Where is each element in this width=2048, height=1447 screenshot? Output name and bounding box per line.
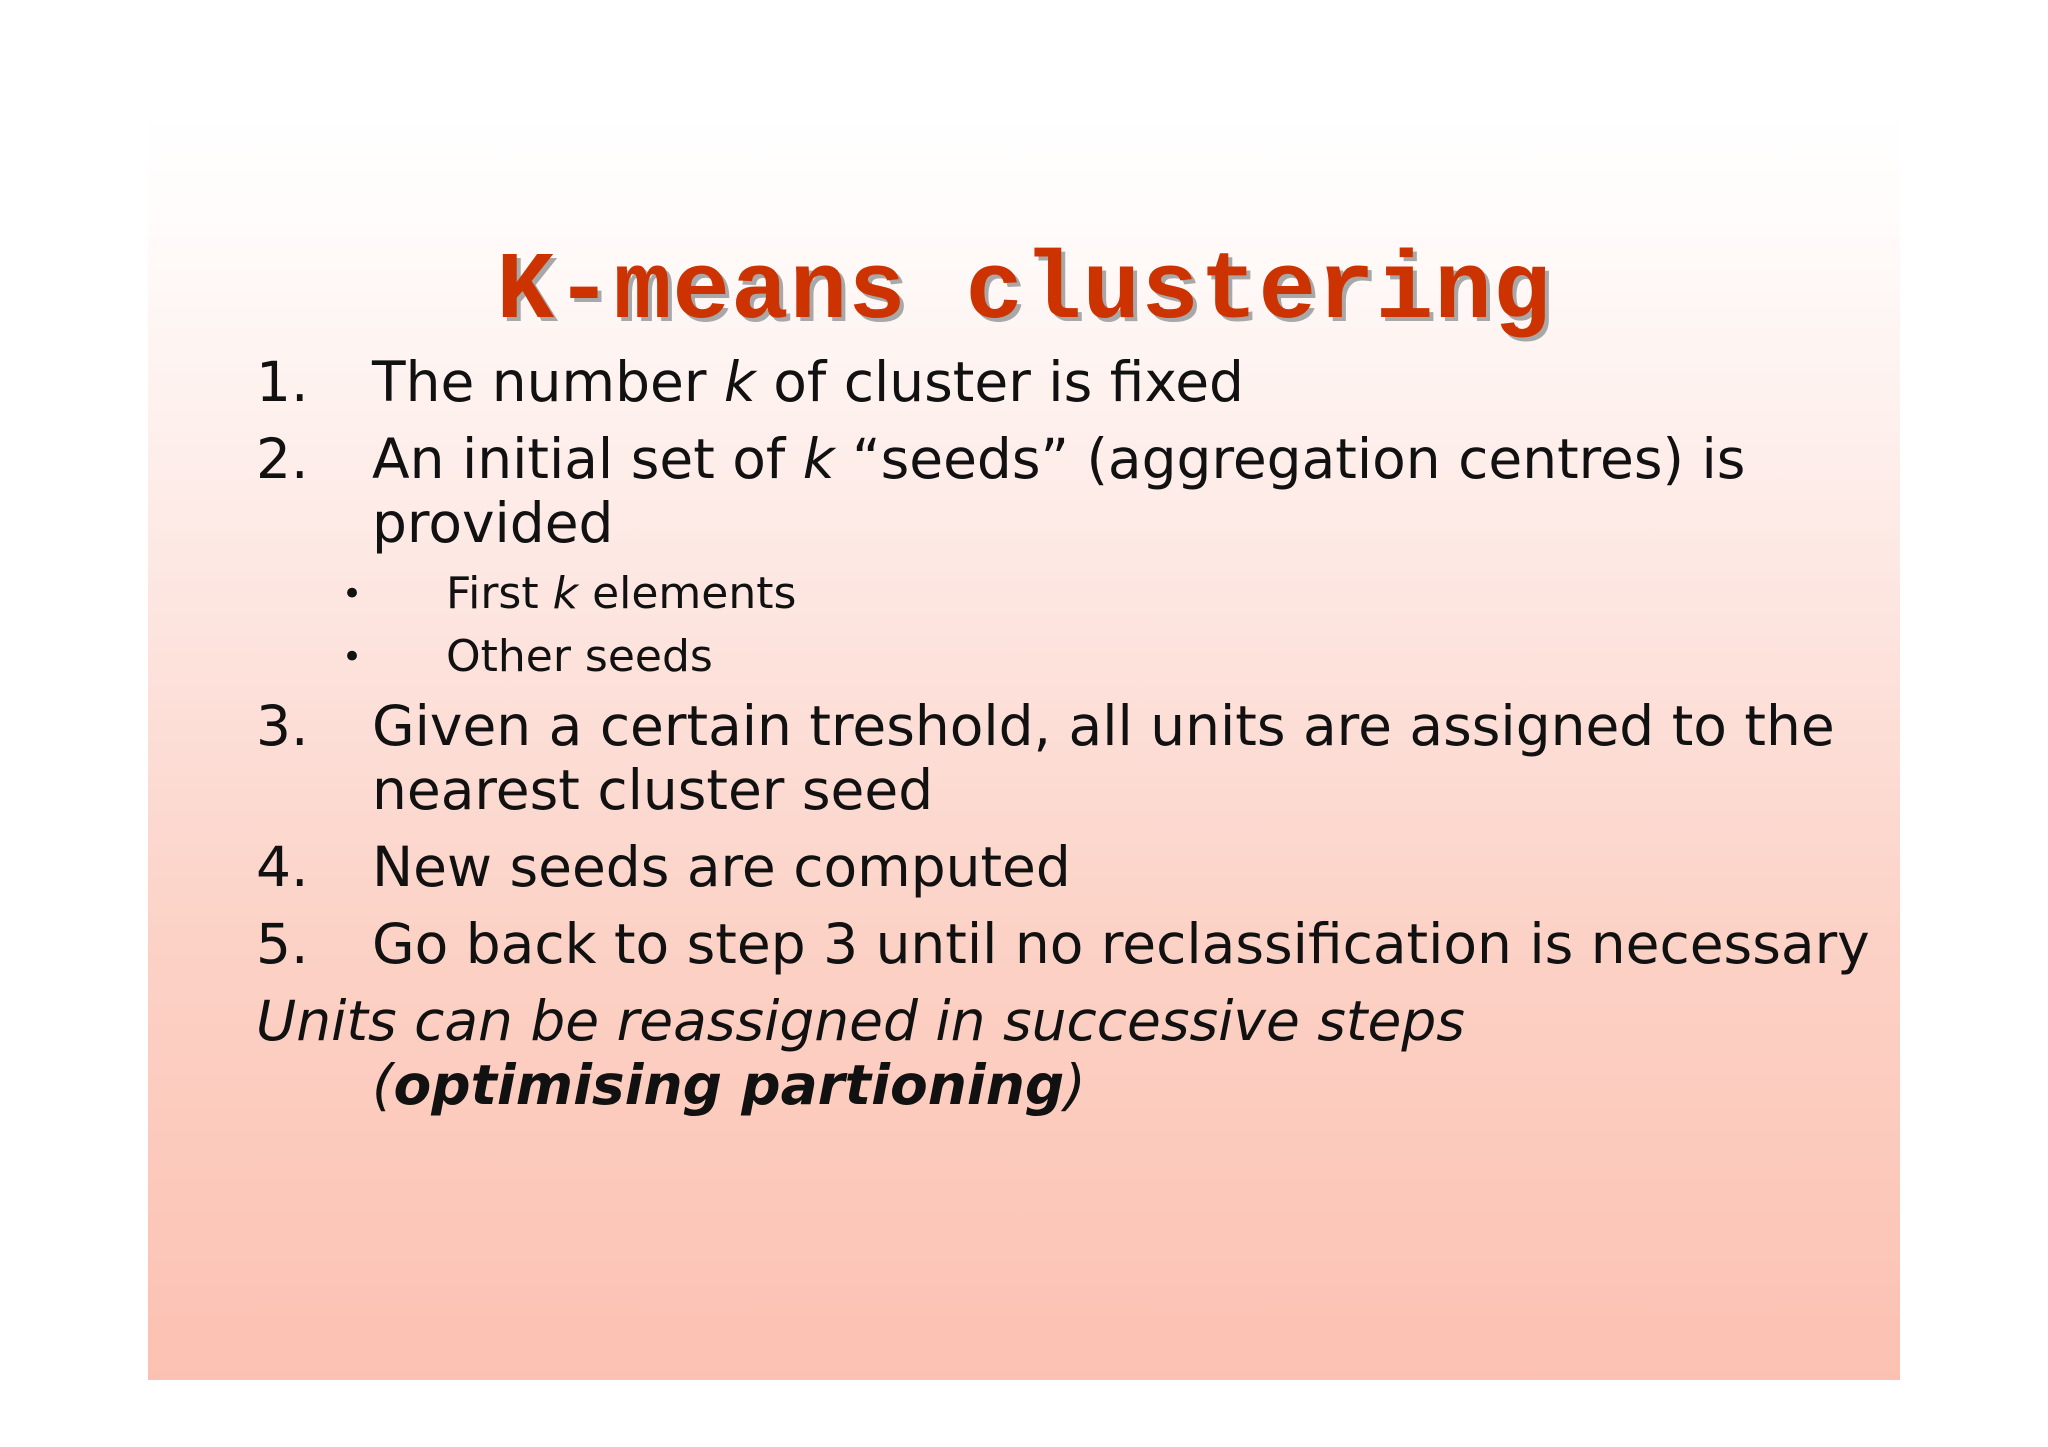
item-text: Go back to step 3 until no reclassification is necessary <box>372 912 1870 976</box>
sub-item-text: Other seeds <box>446 631 713 682</box>
list-number: 4. <box>256 835 309 899</box>
slide <box>148 112 1900 1380</box>
variable-k: k <box>552 568 579 619</box>
list-item-1 <box>256 350 1876 414</box>
variable-k: k <box>723 350 756 414</box>
closing-note <box>256 989 1876 1117</box>
list-item-4 <box>256 835 1876 899</box>
sub-item-1 <box>256 568 1876 620</box>
slide-body <box>256 350 1876 1117</box>
bullet-icon: • <box>342 637 363 677</box>
bullet-icon: • <box>342 574 363 614</box>
variable-k: k <box>802 427 835 491</box>
sub-item-text: elements <box>578 568 797 619</box>
list-number: 2. <box>256 427 309 491</box>
note-emphasis: optimising partioning <box>393 1053 1065 1117</box>
note-line-1: Units can be reassigned in successive steps <box>256 989 1465 1053</box>
sub-item-text: First <box>446 568 553 619</box>
list-item-2 <box>256 427 1876 555</box>
item-text: An initial set of <box>372 427 803 491</box>
item-text: Given a certain treshold, all units are assigned to the nearest cluster seed <box>372 694 1835 822</box>
note-line-2 <box>256 1053 1876 1117</box>
note-paren-close: ) <box>1064 1053 1086 1117</box>
list-number: 3. <box>256 694 309 758</box>
sub-item-2 <box>256 631 1876 683</box>
item-text: The number <box>372 350 724 414</box>
list-number: 5. <box>256 912 309 976</box>
item-text: New seeds are computed <box>372 835 1071 899</box>
item-text: “seeds” (aggregation centres) is provided <box>372 427 1746 555</box>
item-text: of cluster is fixed <box>755 350 1244 414</box>
list-item-3 <box>256 694 1876 822</box>
note-paren-open: ( <box>372 1053 394 1117</box>
list-item-5 <box>256 912 1876 976</box>
slide-title: K-means clustering <box>496 237 1552 346</box>
list-number: 1. <box>256 350 309 414</box>
